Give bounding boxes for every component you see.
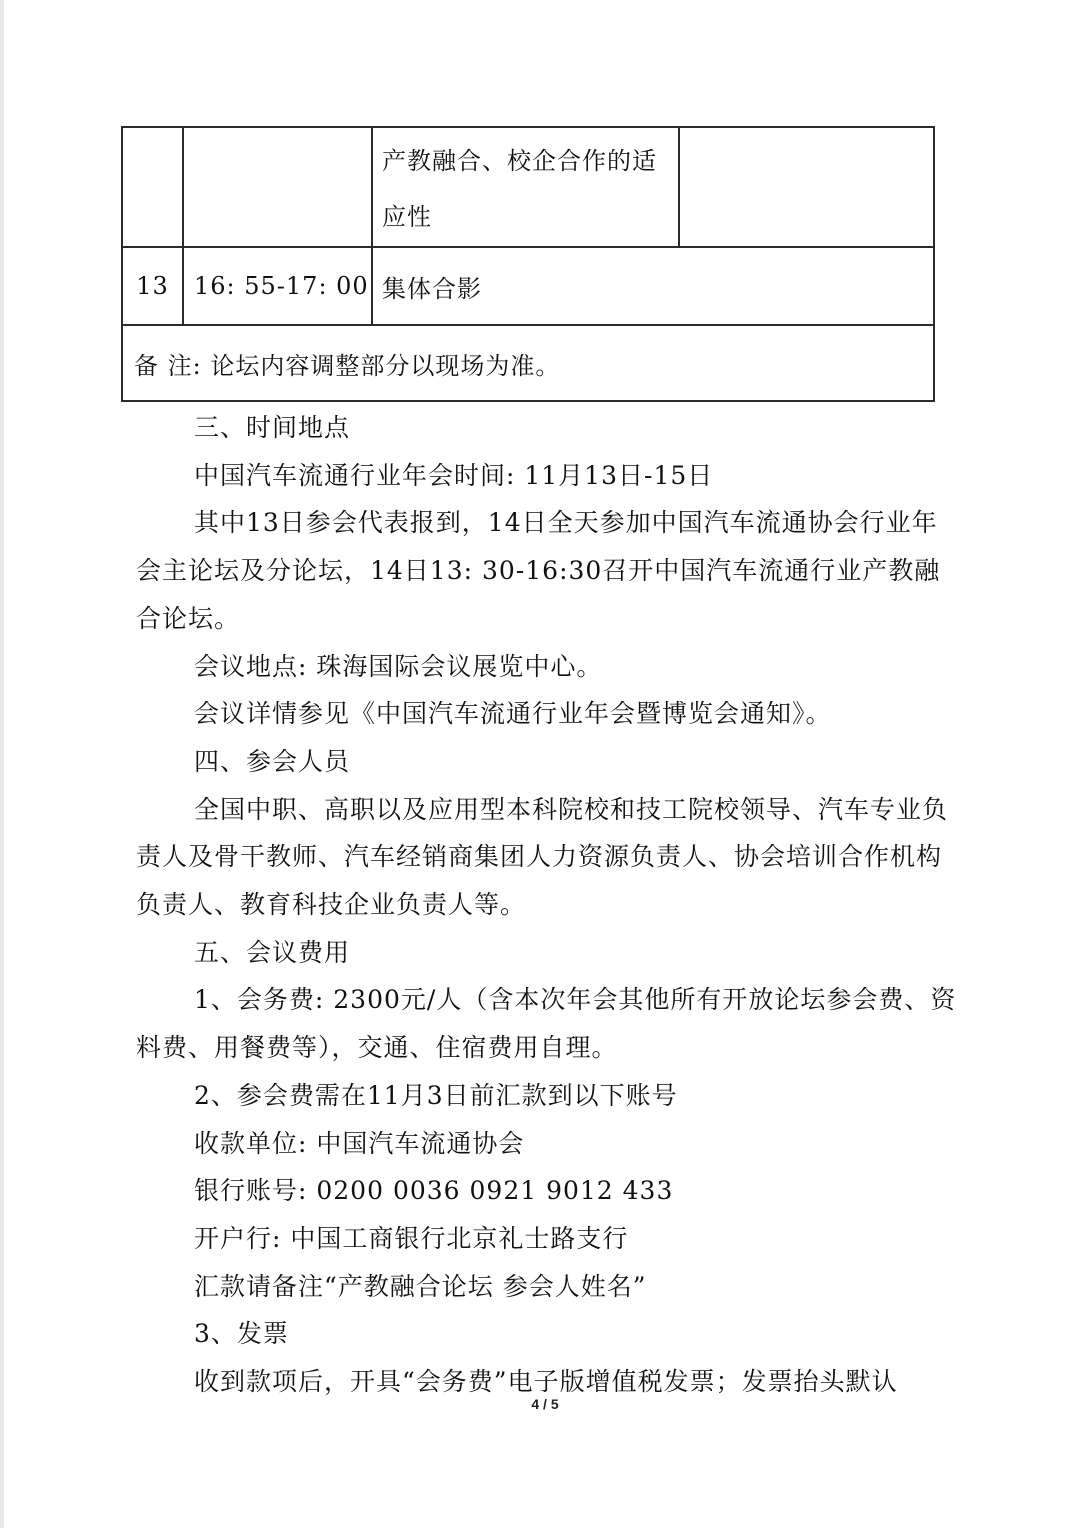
schedule-table [121,126,935,402]
table-note: 备 注: 论坛内容调整部分以现场为准。 [122,325,934,401]
paragraph: 其中13日参会代表报到，14日全天参加中国汽车流通协会行业年会主论坛及分论坛，14日13: 30-16:30召开中国汽车流通行业产教融合论坛。 [136,508,941,633]
section-heading: 三、时间地点 [194,413,351,442]
row-number-cell [122,127,183,247]
document-body [136,404,958,1406]
section-heading: 四、参会人员 [194,746,351,776]
section-heading: 五、会议费用 [194,937,351,967]
topic-line: 产教融合、校企合作的适 [382,147,657,175]
row-number-cell: 13 [122,247,183,325]
extra-cell [679,127,934,247]
remittance-note-line: 汇款请备注“产教融合论坛 参会人姓名” [194,1271,647,1301]
paragraph: 会议地点: 珠海国际会议展览中心。 [194,651,603,681]
page-number: 4 / 5 [531,1396,559,1412]
paragraph: 1、会务费: 2300元/人（含本次年会其他所有开放论坛参会费、资料费、用餐费等），交通、住宿费用自理。 [136,985,957,1063]
topic-cell: 集体合影 [372,247,934,325]
paragraph: 收到款项后，开具“会务费”电子版增值税发票；发票抬头默认 [194,1367,898,1397]
table-note-row [122,325,934,401]
paragraph: 全国中职、高职以及应用型本科院校和技工院校领导、汽车专业负责人及骨干教师、汽车经销商集团人力资源负责人、协会培训合作机构负责人、教育科技企业负责人等。 [136,794,949,920]
time-cell: 16: 55-17: 00 [183,247,372,325]
paragraph: 会议详情参见《中国汽车流通行业年会暨博览会通知》。 [194,699,832,729]
topic-cell [372,127,679,247]
account-number-line: 银行账号: 0200 0036 0921 9012 433 [194,1176,674,1206]
payee-line: 收款单位: 中国汽车流通协会 [194,1128,525,1158]
paragraph: 中国汽车流通行业年会时间: 11月13日-15日 [194,460,714,490]
paragraph: 3、发票 [194,1319,289,1349]
table-row [122,127,934,247]
time-cell [183,127,372,247]
topic-line: 应性 [382,203,432,231]
table-row [122,247,934,325]
bank-line: 开户行: 中国工商银行北京礼士路支行 [194,1223,629,1253]
paragraph: 2、参会费需在11月3日前汇款到以下账号 [194,1080,678,1110]
scan-edge [0,0,4,1528]
